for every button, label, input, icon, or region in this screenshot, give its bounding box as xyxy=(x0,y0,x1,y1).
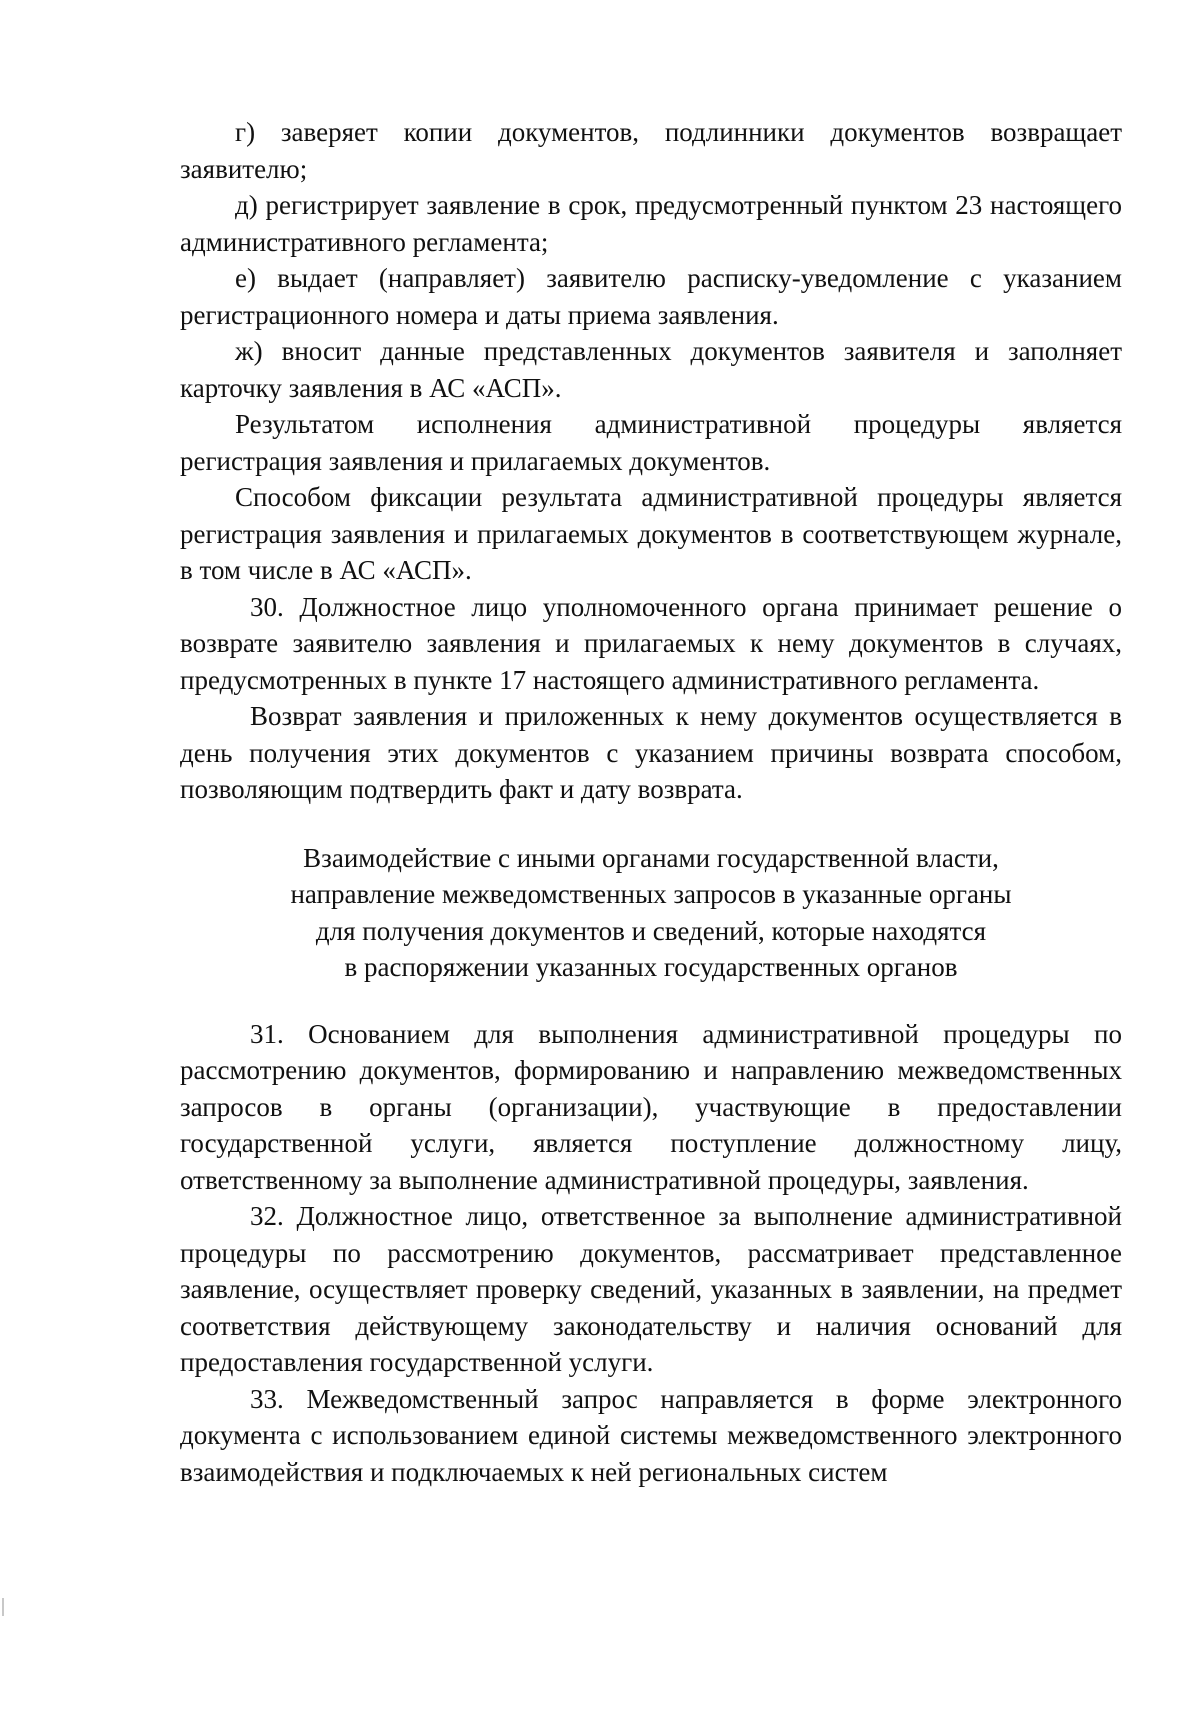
paragraph-result: Результатом исполнения административной процедуры является регистрация заявления и прилагаемых документов. xyxy=(180,409,1122,476)
paragraph-d: д) регистрирует заявление в срок, предусмотренный пунктом 23 настоящего административного регламента; xyxy=(180,190,1122,257)
section-heading-line: для получения документов и сведений, которые находятся xyxy=(315,915,987,946)
section-heading-line: направление межведомственных запросов в указанные органы xyxy=(290,879,1012,909)
section-heading-line: Взаимодействие с иными органами государственной власти, xyxy=(303,842,999,873)
paragraph-32: 32. Должностное лицо, ответственное за выполнение административной процедуры по рассмотрению документов, рассматривает представленное заявление, осуществляет проверку сведений, указанных в заявлении, на предмет соответствия действующему законодательству и наличия оснований для предоставления государственной услуги. xyxy=(180,1201,1122,1377)
section-heading xyxy=(180,840,1122,986)
paragraph-33: 33. Межведомственный запрос направляется в форме электронного документа с использованием единой системы межведомственного электронного взаимодействия и подключаемых к ней региональных систем xyxy=(180,1383,1122,1487)
paragraph-e: е) выдает (направляет) заявителю расписку-уведомление с указанием регистрационного номера и даты приема заявления. xyxy=(180,263,1122,330)
paragraph-zh: ж) вносит данные представленных документов заявителя и заполняет карточку заявления в АС «АСП». xyxy=(180,336,1122,403)
paragraph-g: г) заверяет копии документов, подлинники документов возвращает заявителю; xyxy=(180,117,1122,184)
paragraph-31: 31. Основанием для выполнения административной процедуры по рассмотрению документов, формированию и направлению межведомственных запросов в органы (организации), участвующие в предоставлении государственной услуги, является поступление должностному лицу, ответственному за выполнение административной процедуры, заявления. xyxy=(180,1018,1122,1195)
paragraph-return: Возврат заявления и приложенных к нему документов осуществляется в день получения этих документов с указанием причины возврата способом, позволяющим подтвердить факт и дату возврата. xyxy=(180,701,1122,804)
scan-edge-mark xyxy=(2,1598,4,1616)
paragraph-30: 30. Должностное лицо уполномоченного органа принимает решение о возврате заявителю заявления и прилагаемых к нему документов в случаях, предусмотренных в пункте 17 настоящего административного регламента. xyxy=(180,591,1122,695)
section-heading-line: в распоряжении указанных государственных органов xyxy=(344,952,958,982)
document-page xyxy=(180,114,1122,1490)
paragraph-fixation: Способом фиксации результата административной процедуры является регистрация заявления и прилагаемых документов в соответствующем журнале, в том числе в АС «АСП». xyxy=(180,482,1122,585)
